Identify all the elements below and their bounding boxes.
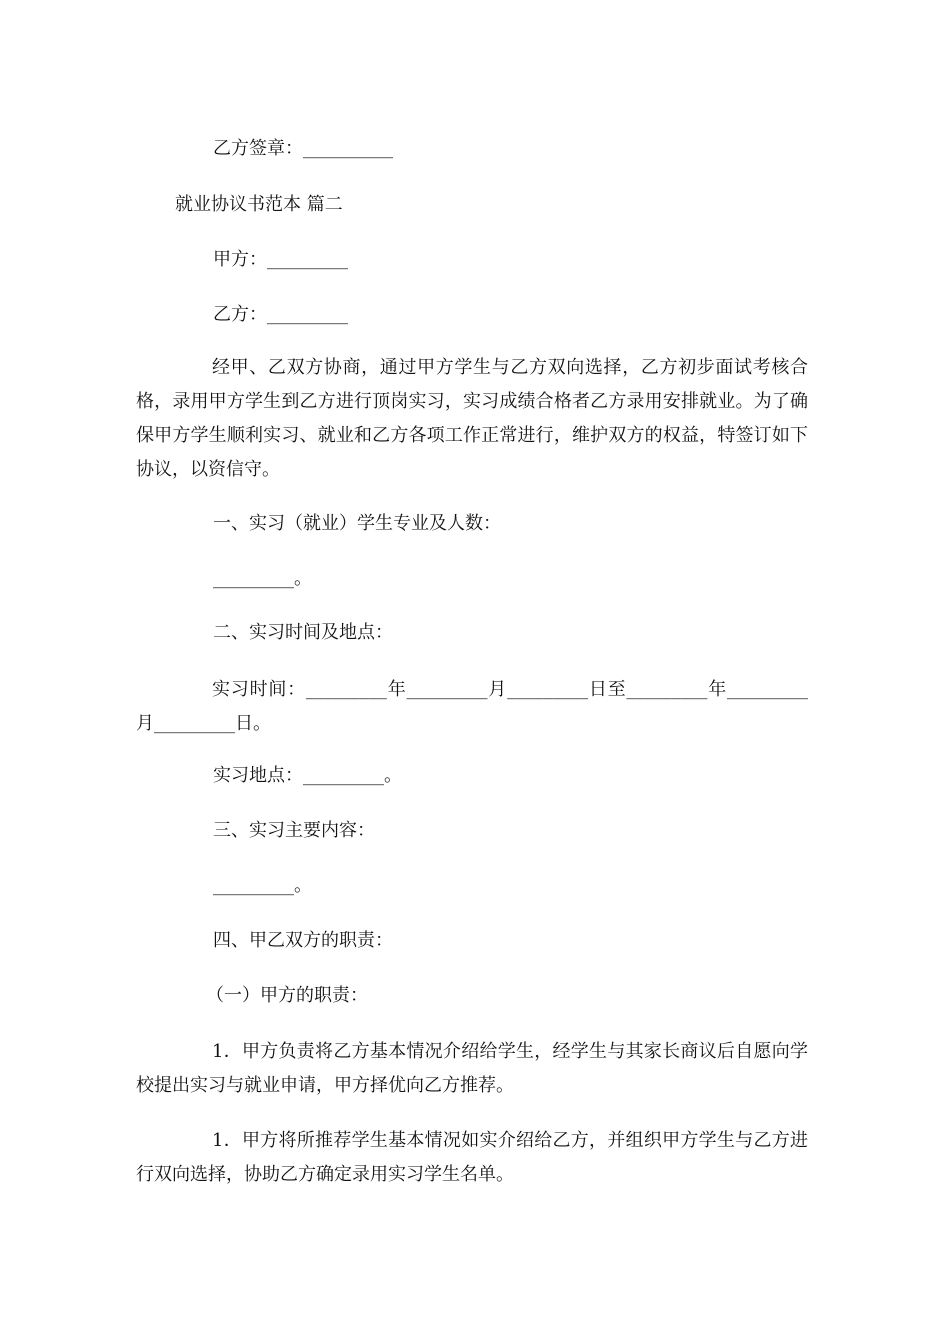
item3-heading: 三、实习主要内容：	[213, 820, 375, 841]
internship-place: 实习地点：_________。	[213, 765, 402, 786]
item1-heading: 一、实习（就业）学生专业及人数：	[213, 513, 501, 534]
section-heading: 就业协议书范本 篇二	[175, 194, 343, 215]
item3-blank: _________。	[213, 875, 312, 896]
party-b-line: 乙方：_________	[213, 304, 348, 325]
party-a-line: 甲方：_________	[213, 249, 348, 270]
sub1-heading: （一）甲方的职责：	[206, 985, 368, 1006]
intro-paragraph: 经甲、乙双方协商，通过甲方学生与乙方双向选择，乙方初步面试考核合格，录用甲方学生到乙方进行顶岗实习，实习成绩合格者乙方录用安排就业。为了确保甲方学生顺利实习、就业和乙方各项工作正常进行，维护双方的权益，特签订如下协议，以资信守。	[136, 357, 808, 480]
duty-item-2: 1．甲方将所推荐学生基本情况如实介绍给乙方，并组织甲方学生与乙方进行双向选择，协助乙方确定录用实习学生名单。	[136, 1130, 808, 1185]
duty-item-1: 1．甲方负责将乙方基本情况介绍给学生，经学生与其家长商议后自愿向学校提出实习与就业申请，甲方择优向乙方推荐。	[136, 1041, 808, 1096]
signature-line-b: 乙方签章：__________	[213, 138, 393, 159]
internship-time: 实习时间：_________年_________月_________日至_________年_________月_________日。	[136, 679, 808, 734]
item2-heading: 二、实习时间及地点：	[213, 622, 393, 643]
item4-heading: 四、甲乙双方的职责：	[213, 930, 393, 951]
item1-blank: _________。	[213, 568, 312, 589]
